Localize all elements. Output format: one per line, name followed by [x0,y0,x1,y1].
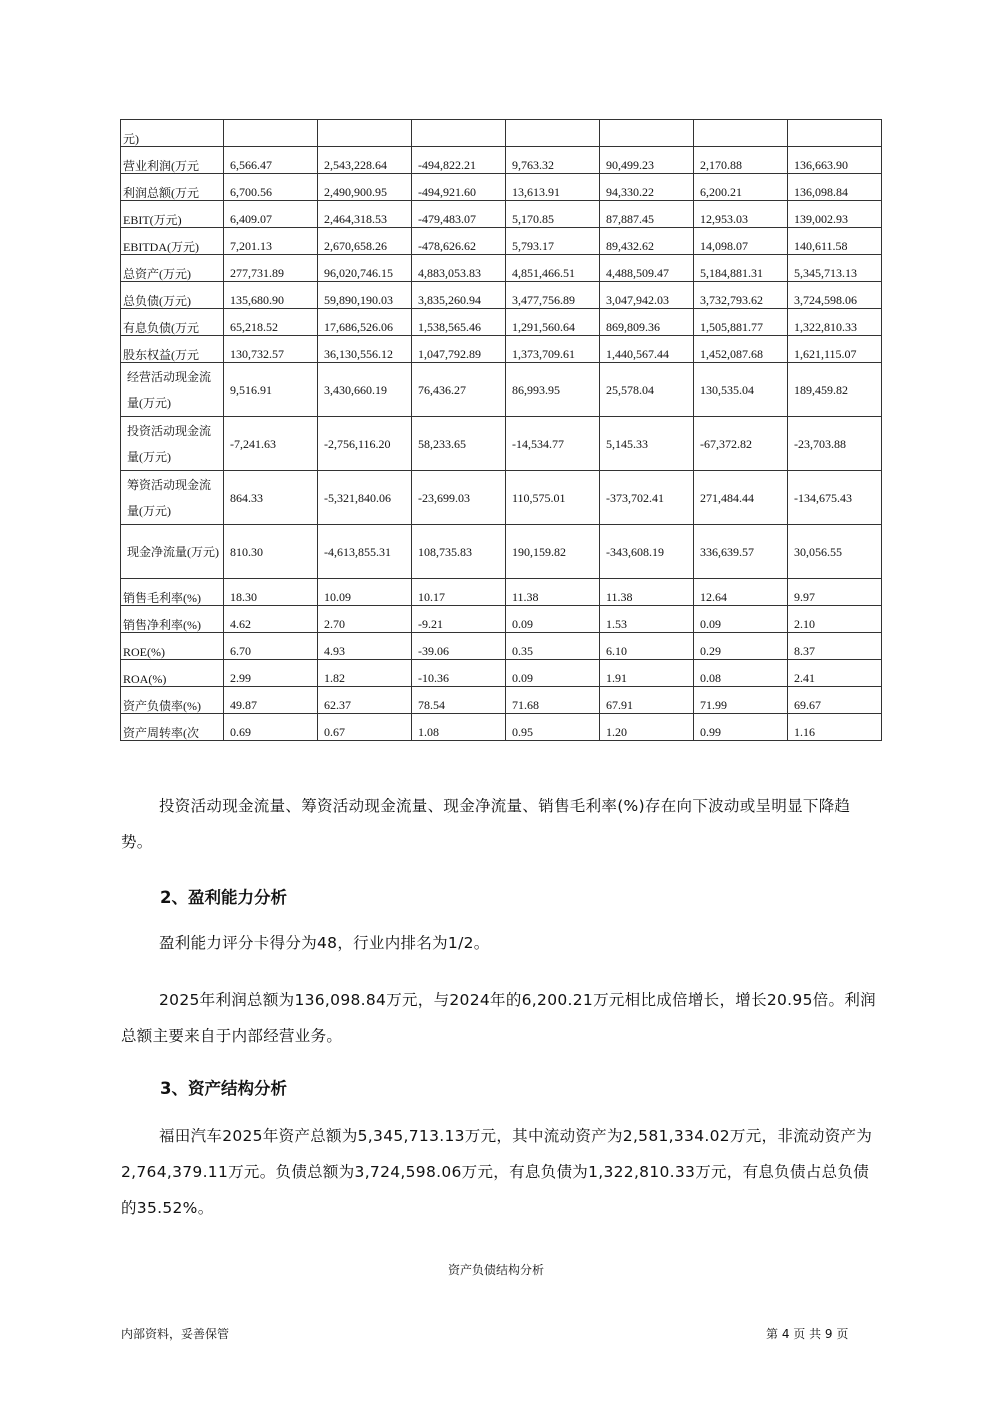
table-cell: 2.70 [318,606,412,633]
table-cell: 71.68 [506,687,600,714]
table-cell: 271,484.44 [694,471,788,525]
table-cell: 10.09 [318,579,412,606]
table-cell: 78.54 [412,687,506,714]
table-cell: 1.16 [788,714,882,741]
table-cell: 86,993.95 [506,363,600,417]
table-cell: -4,613,855.31 [318,525,412,579]
table-cell: 9,763.32 [506,147,600,174]
footer-page-number: 第 4 页 共 9 页 [766,1327,849,1341]
table-row [121,525,882,579]
table-cell: 96,020,746.15 [318,255,412,282]
table-cell: 0.35 [506,633,600,660]
table-cell: 9.97 [788,579,882,606]
table-cell: 6,200.21 [694,174,788,201]
table-row [121,228,882,255]
table-cell: 108,735.83 [412,525,506,579]
table-cell: 11.38 [600,579,694,606]
table-cell: 0.99 [694,714,788,741]
table-row [121,255,882,282]
table-cell [788,120,882,147]
table-cell: 3,724,598.06 [788,282,882,309]
paragraph-trend: 投资活动现金流量、筹资活动现金流量、现金净流量、销售毛利率(%)存在向下波动或呈明显下降趋势。 [121,797,851,851]
table-cell: 59,890,190.03 [318,282,412,309]
table-cell: 69.67 [788,687,882,714]
table-cell: -23,699.03 [412,471,506,525]
table-cell: 30,056.55 [788,525,882,579]
table-cell [506,120,600,147]
table-cell [318,120,412,147]
table-cell: -134,675.43 [788,471,882,525]
table-row [121,471,882,525]
row-label: 现金净流量(万元) [121,525,224,579]
table-row [121,174,882,201]
table-cell: 0.09 [506,660,600,687]
footer-confidential: 内部资料，妥善保管 [121,1327,230,1341]
table-cell: 3,477,756.89 [506,282,600,309]
table-cell: 10.17 [412,579,506,606]
row-label: ROA(%) [121,660,224,687]
table-cell: -10.36 [412,660,506,687]
figure-caption: 资产负债结构分析 [447,1263,544,1277]
table-cell: 6,409.07 [224,201,318,228]
table-cell: 1.53 [600,606,694,633]
table-cell: 1.20 [600,714,694,741]
table-cell: 2.41 [788,660,882,687]
table-cell: 7,201.13 [224,228,318,255]
table-cell: 1,621,115.07 [788,336,882,363]
table-cell: 136,098.84 [788,174,882,201]
table-cell: -494,822.21 [412,147,506,174]
table-cell: -5,321,840.06 [318,471,412,525]
section-heading-profitability: 2、盈利能力分析 [160,888,287,907]
table-cell: 11.38 [506,579,600,606]
table-cell: -478,626.62 [412,228,506,255]
table-cell: 1,047,792.89 [412,336,506,363]
table-cell: 6.70 [224,633,318,660]
table-cell: 140,611.58 [788,228,882,255]
table-cell: 190,159.82 [506,525,600,579]
table-cell: -479,483.07 [412,201,506,228]
table-cell: 2,670,658.26 [318,228,412,255]
section-heading-asset-structure: 3、资产结构分析 [160,1079,287,1098]
row-label: 销售净利率(%) [121,606,224,633]
table-cell: 90,499.23 [600,147,694,174]
table-cell: 9,516.91 [224,363,318,417]
row-label: 销售毛利率(%) [121,579,224,606]
table-cell: 5,345,713.13 [788,255,882,282]
table-row [121,633,882,660]
row-label: 总资产(万元) [121,255,224,282]
table-cell: 1,538,565.46 [412,309,506,336]
table-cell: 2,543,228.64 [318,147,412,174]
table-cell: 864.33 [224,471,318,525]
table-row [121,309,882,336]
row-label: 总负债(万元) [121,282,224,309]
table-cell: 189,459.82 [788,363,882,417]
table-cell: 869,809.36 [600,309,694,336]
table-cell: -9.21 [412,606,506,633]
table-cell [600,120,694,147]
row-label: 资产周转率(次 [121,714,224,741]
table-cell: 94,330.22 [600,174,694,201]
table-cell: 8.37 [788,633,882,660]
table-cell: -14,534.77 [506,417,600,471]
table-cell: 71.99 [694,687,788,714]
table-cell: 0.09 [506,606,600,633]
table-cell: 3,430,660.19 [318,363,412,417]
table-row [121,417,882,471]
table-cell: 810.30 [224,525,318,579]
table-cell: 14,098.07 [694,228,788,255]
table-cell: 0.69 [224,714,318,741]
table-cell: 65,218.52 [224,309,318,336]
row-label: ROE(%) [121,633,224,660]
table-cell: 89,432.62 [600,228,694,255]
table-cell: 2.10 [788,606,882,633]
table-cell: 136,663.90 [788,147,882,174]
table-cell: 110,575.01 [506,471,600,525]
table-cell: 12,953.03 [694,201,788,228]
row-label: 投资活动现金流量(万元) [121,417,224,471]
table-cell: 6,566.47 [224,147,318,174]
table-row [121,147,882,174]
table-cell: 130,535.04 [694,363,788,417]
table-cell: 49.87 [224,687,318,714]
table-cell: 1,322,810.33 [788,309,882,336]
table-cell: 4,851,466.51 [506,255,600,282]
table-cell: 5,170.85 [506,201,600,228]
table-cell: 1,452,087.68 [694,336,788,363]
paragraph-profit: 2025年利润总额为136,098.84万元，与2024年的6,200.21万元相比成倍增长，增长20.95倍。利润总额主要来自于内部经营业务。 [121,991,876,1045]
table-cell: 5,793.17 [506,228,600,255]
table-cell: -494,921.60 [412,174,506,201]
table-cell: 1,291,560.64 [506,309,600,336]
row-label: 资产负债率(%) [121,687,224,714]
table-cell: -23,703.88 [788,417,882,471]
table-cell: 0.29 [694,633,788,660]
table-cell: 3,835,260.94 [412,282,506,309]
table-row [121,714,882,741]
table-cell: 2.99 [224,660,318,687]
table-cell: 6.10 [600,633,694,660]
table-cell: 2,490,900.95 [318,174,412,201]
table-cell: 1.82 [318,660,412,687]
table-cell: 25,578.04 [600,363,694,417]
table-cell: 4,488,509.47 [600,255,694,282]
table-cell: 5,184,881.31 [694,255,788,282]
table-cell: 2,170.88 [694,147,788,174]
table-cell: 58,233.65 [412,417,506,471]
table-cell: -373,702.41 [600,471,694,525]
table-row [121,687,882,714]
table-cell: 0.08 [694,660,788,687]
table-cell: 3,732,793.62 [694,282,788,309]
table-cell [412,120,506,147]
table-cell: 135,680.90 [224,282,318,309]
table-row [121,579,882,606]
table-cell: 0.95 [506,714,600,741]
table-body [121,120,882,741]
table-cell: -343,608.19 [600,525,694,579]
table-cell: 6,700.56 [224,174,318,201]
row-label: 利润总额(万元 [121,174,224,201]
table-cell: 5,145.33 [600,417,694,471]
table-cell: 1.08 [412,714,506,741]
table-cell: 1,373,709.61 [506,336,600,363]
table-cell: -67,372.82 [694,417,788,471]
table-cell: 4,883,053.83 [412,255,506,282]
row-label: 元) [121,120,224,147]
row-label: 筹资活动现金流量(万元) [121,471,224,525]
table-cell: 0.09 [694,606,788,633]
table-cell: -39.06 [412,633,506,660]
table-cell [694,120,788,147]
table-cell: -2,756,116.20 [318,417,412,471]
table-cell: 277,731.89 [224,255,318,282]
table-cell: 3,047,942.03 [600,282,694,309]
table-row [121,363,882,417]
table-cell: 1.91 [600,660,694,687]
table-row [121,660,882,687]
table-cell: 76,436.27 [412,363,506,417]
paragraph-score: 盈利能力评分卡得分为48，行业内排名为1/2。 [159,934,490,952]
table-row [121,120,882,147]
table-cell: 62.37 [318,687,412,714]
row-label: 经营活动现金流量(万元) [121,363,224,417]
financial-indicator-table [120,119,882,741]
table-cell: 67.91 [600,687,694,714]
row-label: EBIT(万元) [121,201,224,228]
table-cell [224,120,318,147]
table-cell: 0.67 [318,714,412,741]
table-cell: 1,505,881.77 [694,309,788,336]
paragraph-assets: 福田汽车2025年资产总额为5,345,713.13万元，其中流动资产为2,581,334.02万元，非流动资产为2,764,379.11万元。负债总额为3,724,598.06万元，有息负债为1,322,810.33万元，有息负债占总负债的35.52%。 [121,1127,873,1217]
table-cell: 4.93 [318,633,412,660]
table-cell: 12.64 [694,579,788,606]
table-row [121,336,882,363]
table-cell: 13,613.91 [506,174,600,201]
row-label: EBITDA(万元) [121,228,224,255]
row-label: 有息负债(万元 [121,309,224,336]
row-label: 股东权益(万元 [121,336,224,363]
table-row [121,606,882,633]
table-row [121,282,882,309]
table-cell: -7,241.63 [224,417,318,471]
table-cell: 2,464,318.53 [318,201,412,228]
table-cell: 87,887.45 [600,201,694,228]
row-label: 营业利润(万元 [121,147,224,174]
table-cell: 1,440,567.44 [600,336,694,363]
table-cell: 18.30 [224,579,318,606]
table-row [121,201,882,228]
table-cell: 4.62 [224,606,318,633]
table-cell: 17,686,526.06 [318,309,412,336]
table-cell: 36,130,556.12 [318,336,412,363]
table-cell: 336,639.57 [694,525,788,579]
table-cell: 139,002.93 [788,201,882,228]
table-cell: 130,732.57 [224,336,318,363]
